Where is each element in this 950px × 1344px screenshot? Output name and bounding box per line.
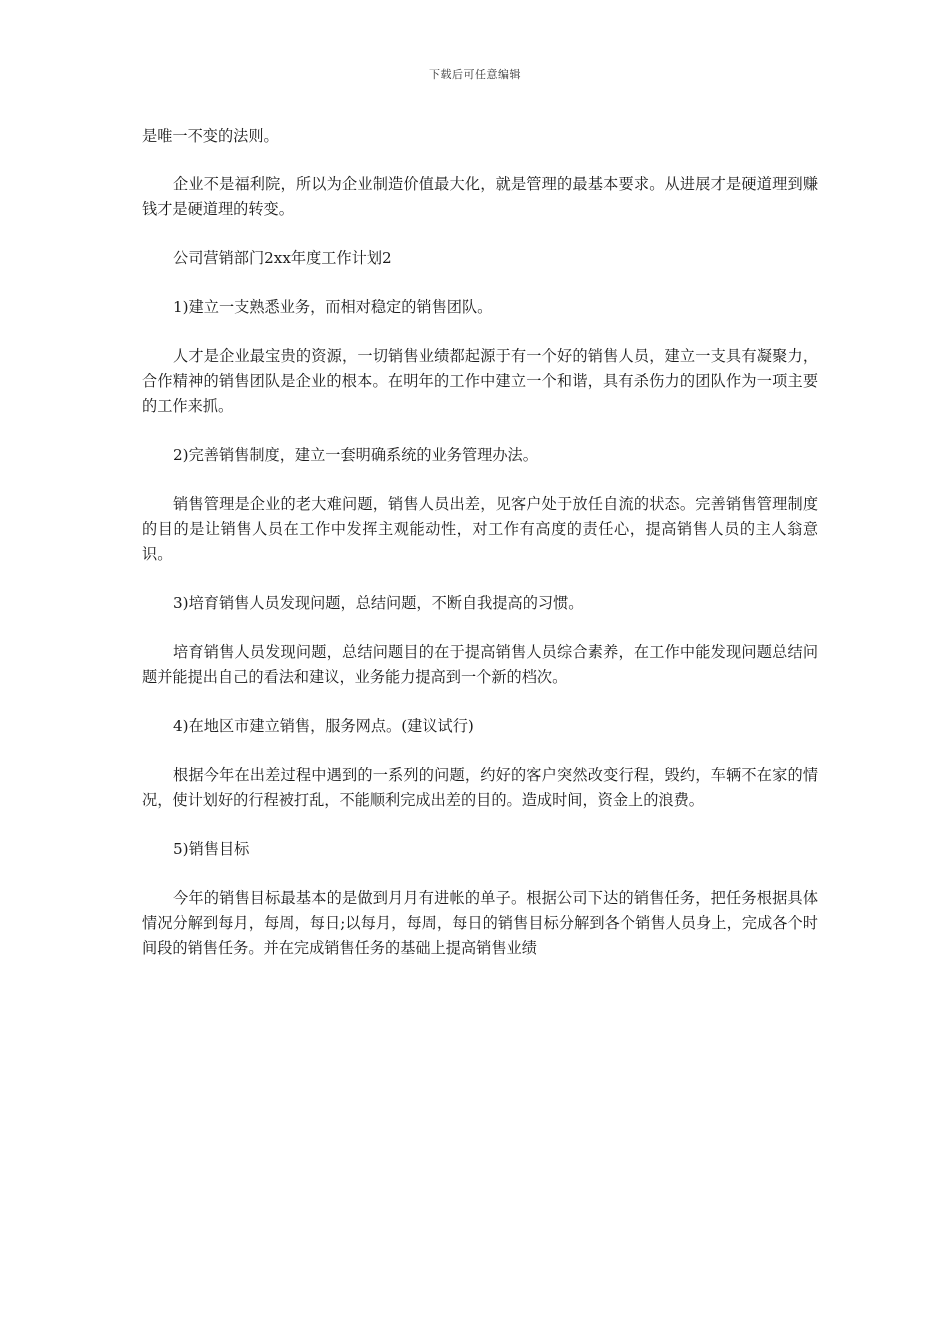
paragraph: 销售管理是企业的老大难问题，销售人员出差，见客户处于放任自流的状态。完善销售管理制度的目的是让销售人员在工作中发挥主观能动性，对工作有高度的责任心，提高销售人员的主人翁意识。 (142, 495, 818, 563)
list-item-heading: 4)在地区市建立销售，服务网点。(建议试行) (173, 717, 474, 735)
paragraph: 培育销售人员发现问题，总结问题目的在于提高销售人员综合素养，在工作中能发现问题总结问题并能提出自己的看法和建议，业务能力提高到一个新的档次。 (142, 643, 818, 686)
paragraph: 企业不是福利院，所以为企业制造价值最大化，就是管理的最基本要求。从进展才是硬道理到赚钱才是硬道理的转变。 (142, 175, 818, 218)
list-item-heading: 5)销售目标 (173, 840, 250, 858)
paragraph: 今年的销售目标最基本的是做到月月有进帐的单子。根据公司下达的销售任务，把任务根据具体情况分解到每月，每周，每日;以每月，每周，每日的销售目标分解到各个销售人员身上，完成各个时间段的销售任务。并在完成销售任务的基础上提高销售业绩 (142, 889, 818, 957)
page-header: 下载后可任意编辑 (429, 68, 521, 81)
list-item-heading: 2)完善销售制度，建立一套明确系统的业务管理办法。 (173, 446, 538, 464)
section-heading: 公司营销部门2xx年度工作计划2 (173, 249, 392, 267)
paragraph: 根据今年在出差过程中遇到的一系列的问题，约好的客户突然改变行程，毁约，车辆不在家的情况，使计划好的行程被打乱，不能顺利完成出差的目的。造成时间，资金上的浪费。 (142, 766, 818, 809)
list-item-heading: 3)培育销售人员发现问题，总结问题，不断自我提高的习惯。 (173, 594, 584, 612)
document-body (142, 124, 818, 985)
paragraph: 人才是企业最宝贵的资源，一切销售业绩都起源于有一个好的销售人员，建立一支具有凝聚力，合作精神的销售团队是企业的根本。在明年的工作中建立一个和谐，具有杀伤力的团队作为一项主要的工作来抓。 (142, 347, 818, 415)
list-item-heading: 1)建立一支熟悉业务，而相对稳定的销售团队。 (173, 298, 493, 316)
paragraph: 是唯一不变的法则。 (142, 127, 279, 145)
